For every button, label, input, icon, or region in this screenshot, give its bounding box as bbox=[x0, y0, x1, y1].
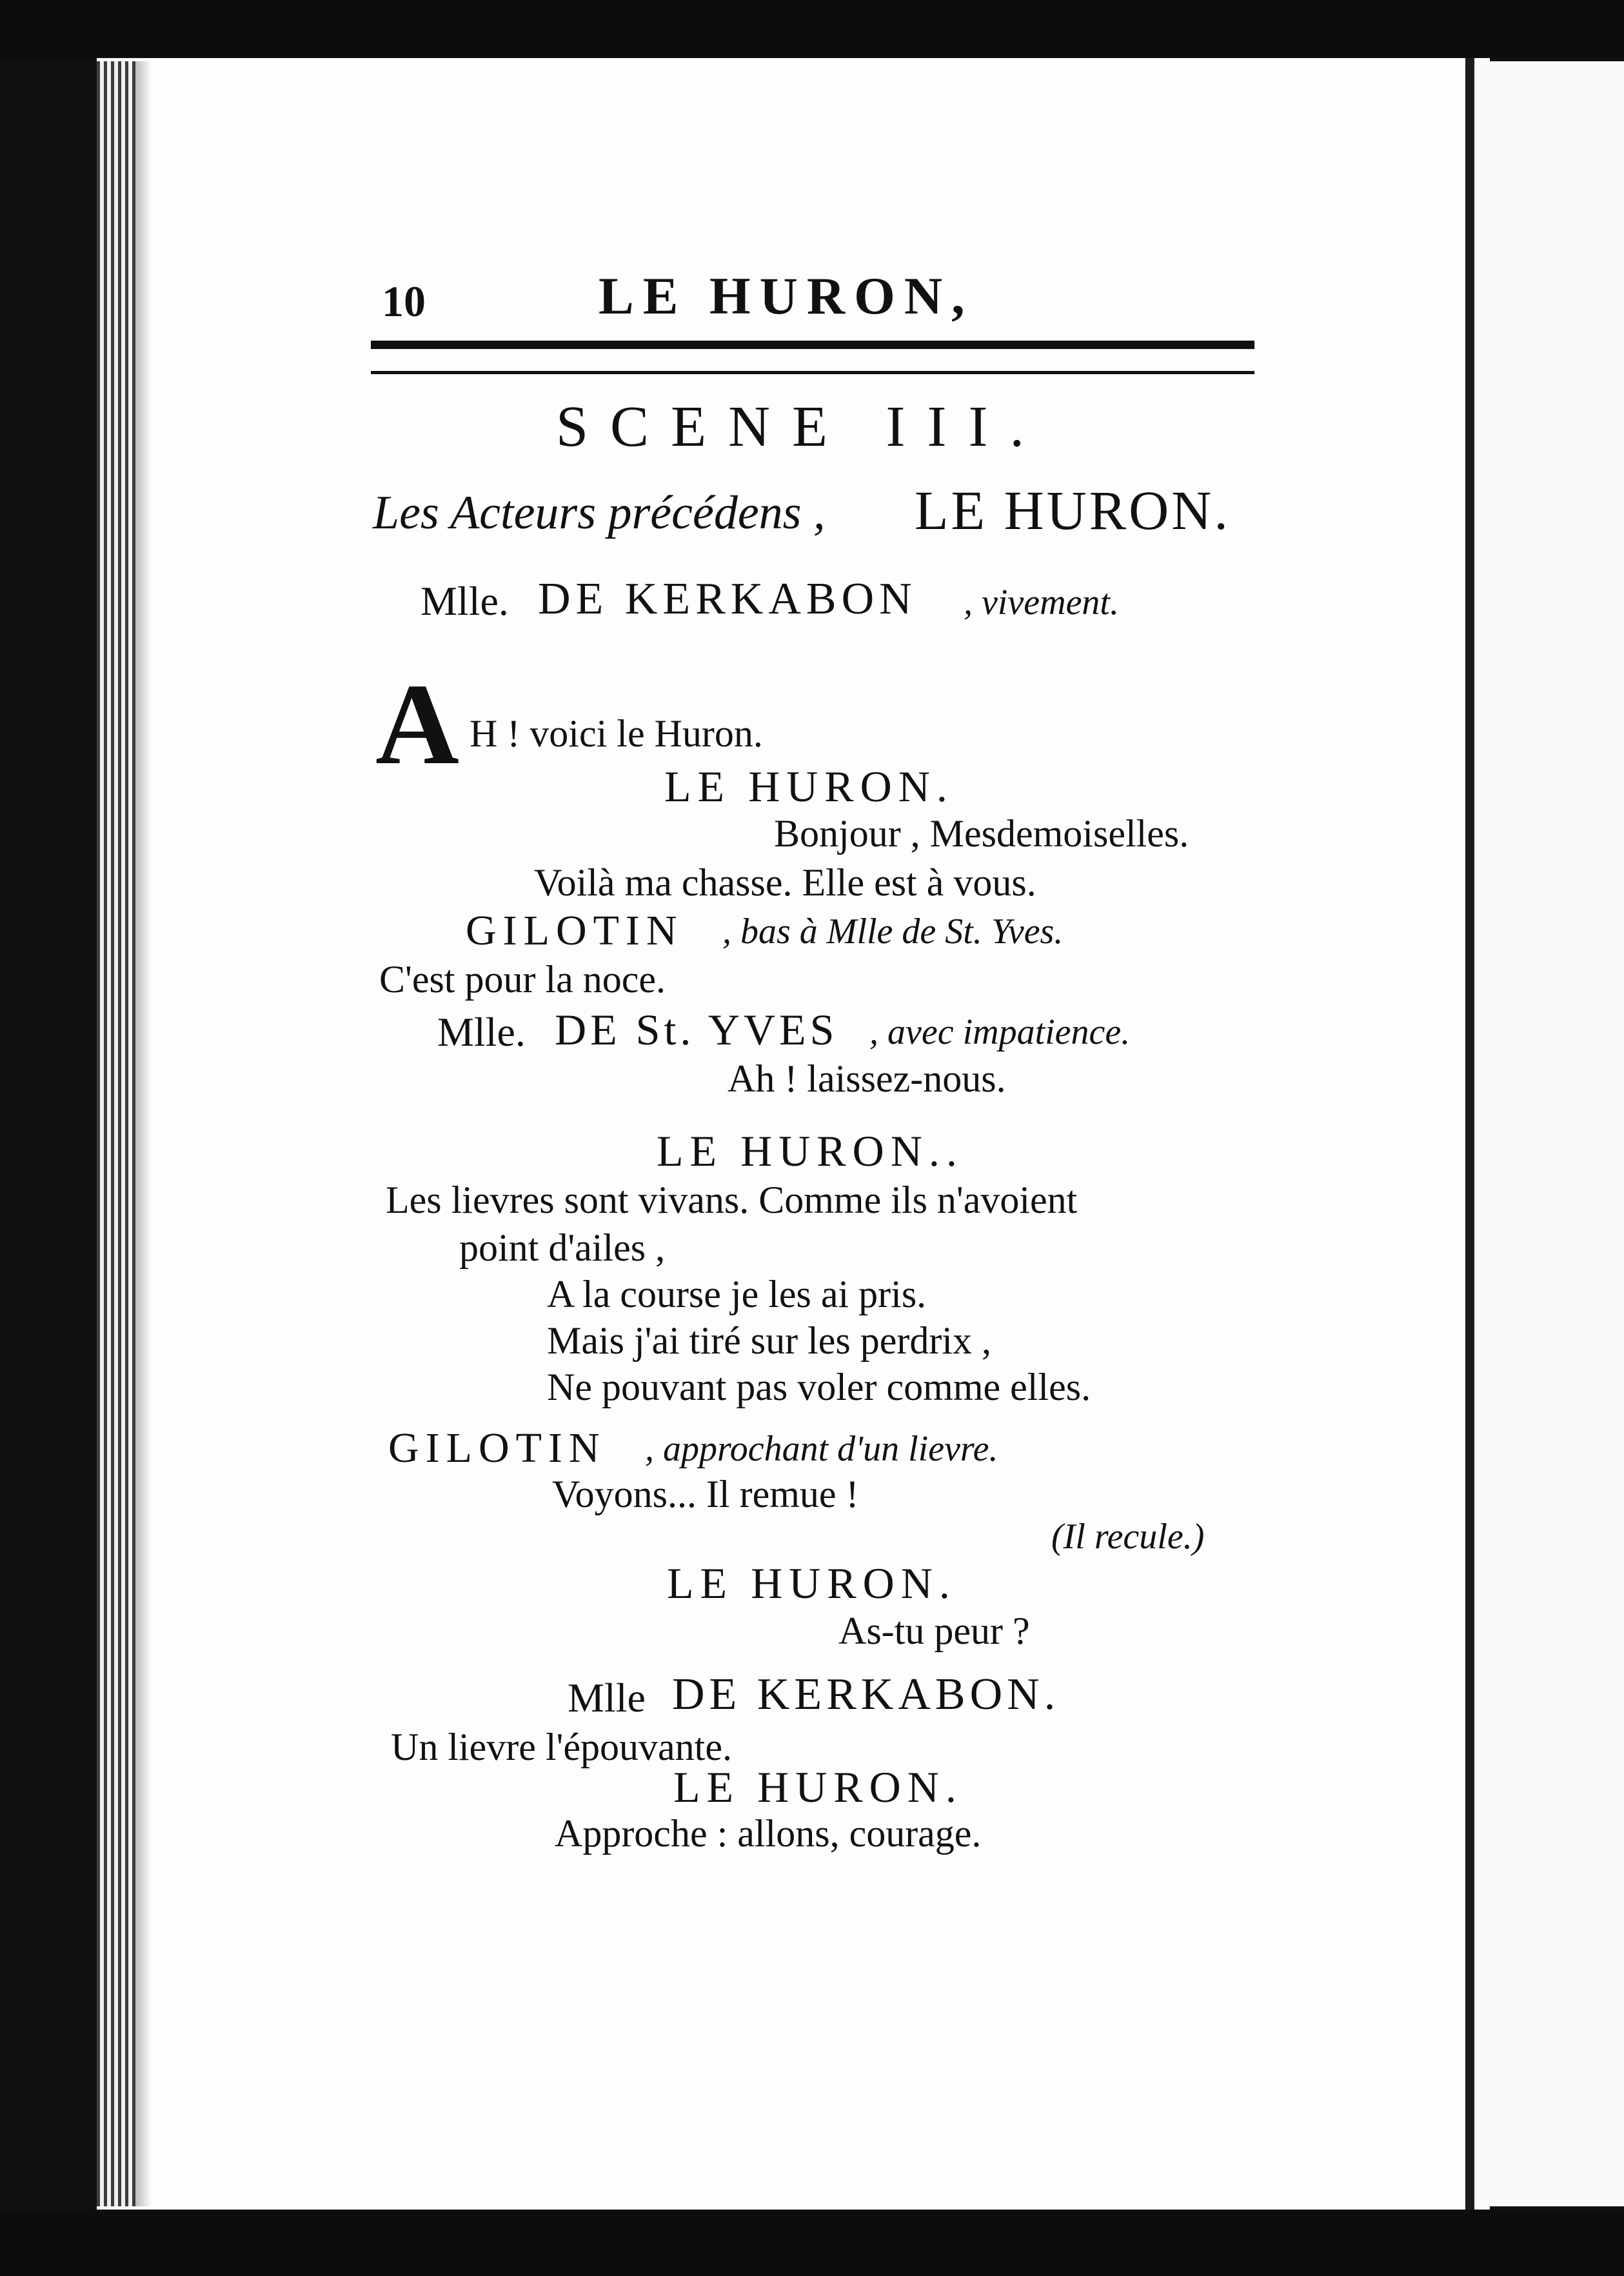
cast-name: LE HURON. bbox=[915, 479, 1231, 541]
stage-direction: , vivement. bbox=[964, 583, 1119, 623]
dialogue-text: Voilà ma chasse. Elle est à vous. bbox=[534, 861, 1036, 904]
scan-border-top bbox=[0, 0, 1624, 59]
stage-direction: (Il recule.) bbox=[1051, 1517, 1205, 1557]
speaker-name: LE HURON. bbox=[667, 1559, 956, 1608]
dialogue-text: Voyons... Il remue ! bbox=[552, 1473, 859, 1515]
header-rule-thin bbox=[371, 371, 1254, 374]
gutter-shadow bbox=[135, 61, 152, 2206]
speaker-name: DE KERKABON. bbox=[672, 1670, 1060, 1719]
speaker-name: GILOTIN bbox=[388, 1424, 606, 1472]
page-number: 10 bbox=[382, 277, 426, 326]
facing-page-edge bbox=[1474, 61, 1624, 2206]
dialogue-text: Ne pouvant pas voler comme elles. bbox=[547, 1366, 1091, 1408]
speaker-title: Mlle. bbox=[437, 1009, 526, 1055]
scan-border-bottom bbox=[0, 2210, 1624, 2276]
speaker-name: LE HURON. bbox=[673, 1762, 963, 1812]
dialogue-text: Mais j'ai tiré sur les perdrix , bbox=[547, 1319, 991, 1362]
dialogue-text: Ah ! laissez-nous. bbox=[728, 1057, 1006, 1100]
speaker-name: DE KERKABON bbox=[538, 574, 917, 624]
stage-direction: , bas à Mlle de St. Yves. bbox=[722, 912, 1064, 952]
drop-cap: A bbox=[375, 660, 459, 788]
page-edge-fold bbox=[1465, 58, 1474, 2210]
scene-title: SCENE III. bbox=[556, 395, 1046, 459]
stage-direction: , avec impatience. bbox=[869, 1012, 1131, 1052]
dialogue-text: As-tu peur ? bbox=[838, 1610, 1030, 1652]
dialogue-text: Les lievres sont vivans. Comme ils n'avoient bbox=[386, 1179, 1078, 1221]
speaker-title: Mlle. bbox=[421, 578, 509, 624]
dialogue-text: A la course je les ai pris. bbox=[547, 1273, 927, 1315]
dialogue-text: H ! voici le Huron. bbox=[470, 712, 763, 755]
header-rule-thick bbox=[371, 341, 1254, 349]
dialogue-text: Approche : allons, courage. bbox=[555, 1812, 982, 1855]
speaker-title: Mlle bbox=[568, 1675, 646, 1721]
speaker-name: DE St. YVES bbox=[555, 1005, 838, 1054]
speaker-name: LE HURON.. bbox=[657, 1126, 964, 1175]
binding-gutter bbox=[97, 61, 135, 2206]
dialogue-text: Bonjour , Mesdemoiselles. bbox=[774, 812, 1189, 855]
speaker-name: LE HURON. bbox=[664, 762, 954, 811]
cast-prefix: Les Acteurs précédens , bbox=[373, 486, 826, 539]
stage-direction: , approchant d'un lievre. bbox=[645, 1429, 998, 1469]
speaker-name: GILOTIN bbox=[466, 907, 684, 954]
dialogue-text: point d'ailes , bbox=[459, 1226, 666, 1269]
running-title: LE HURON, bbox=[599, 266, 974, 325]
dialogue-text: C'est pour la noce. bbox=[379, 958, 666, 1001]
dialogue-text: Un lievre l'épouvante. bbox=[391, 1726, 732, 1768]
